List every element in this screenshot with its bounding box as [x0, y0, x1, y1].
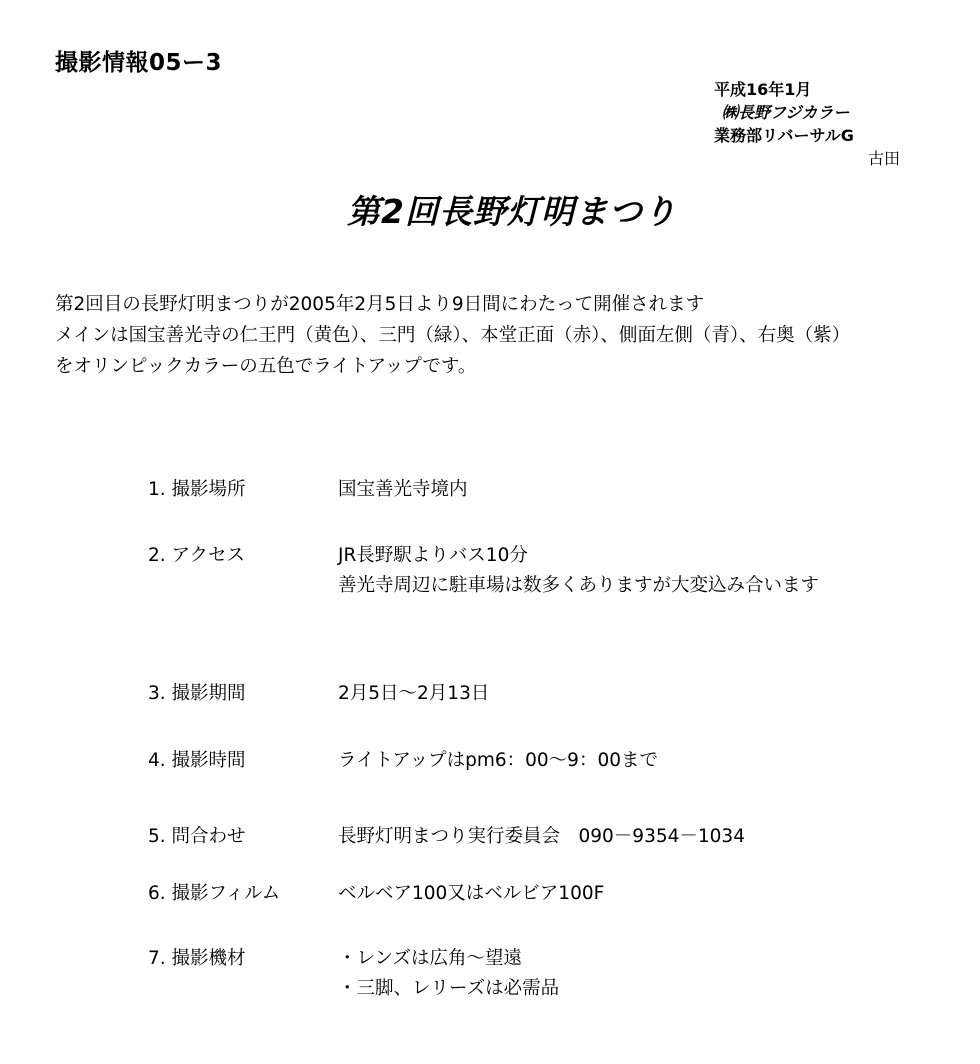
department-name: 業務部リバーサルG [714, 126, 854, 145]
item-value-line: ベルベア100又はベルビア100F [338, 883, 605, 904]
item-value [338, 746, 658, 776]
item-value [338, 944, 559, 1004]
item-value-line: 2月5日～2月13日 [338, 683, 490, 704]
item-value-line: 善光寺周辺に駐車場は数多くありますが大変込み合います [338, 575, 820, 596]
intro-paragraph [55, 289, 850, 382]
item-label: 3. 撮影期間 [148, 683, 246, 704]
item-label: 6. 撮影フィルム [148, 883, 281, 904]
header-info [714, 78, 900, 170]
item-value [338, 679, 489, 709]
item-label: 4. 撮影時間 [148, 750, 246, 771]
item-value-line: 国宝善光寺境内 [338, 479, 468, 500]
issue-date: 平成16年1月 [714, 80, 812, 99]
intro-line: メインは国宝善光寺の仁王門（黄色）、三門（緑）、本堂正面（赤）、側面左側（青）、右奥（紫） [55, 325, 851, 346]
item-value [338, 879, 604, 909]
item-label: 1. 撮影場所 [148, 479, 246, 500]
item-value-line: 長野灯明まつり実行委員会 090－9354－1034 [338, 826, 745, 847]
item-value-line: JR長野駅よりバス10分 [338, 545, 528, 566]
company-name: ㈱長野フジカラー [722, 103, 850, 122]
item-label: 5. 問合わせ [148, 826, 246, 847]
item-value [338, 541, 819, 601]
item-value [338, 822, 745, 852]
item-value-line: ・三脚、レリーズは必需品 [338, 978, 560, 999]
item-label: 7. 撮影機材 [148, 948, 246, 969]
document-id: 撮影情報05ー3 [55, 50, 223, 76]
main-title: 第2回長野灯明まつり [347, 192, 677, 231]
item-label: 2. アクセス [148, 545, 245, 566]
item-value [338, 475, 468, 505]
intro-line: 第2回目の長野灯明まつりが2005年2月5日より9日間にわたって開催されます [55, 294, 705, 315]
item-value-line: ライトアップはpm6：00～9：00まで [338, 750, 658, 771]
intro-line: をオリンピックカラーの五色でライトアップです。 [55, 356, 477, 377]
author-name: 古田 [868, 149, 901, 168]
item-value-line: ・レンズは広角～望遠 [338, 948, 522, 969]
